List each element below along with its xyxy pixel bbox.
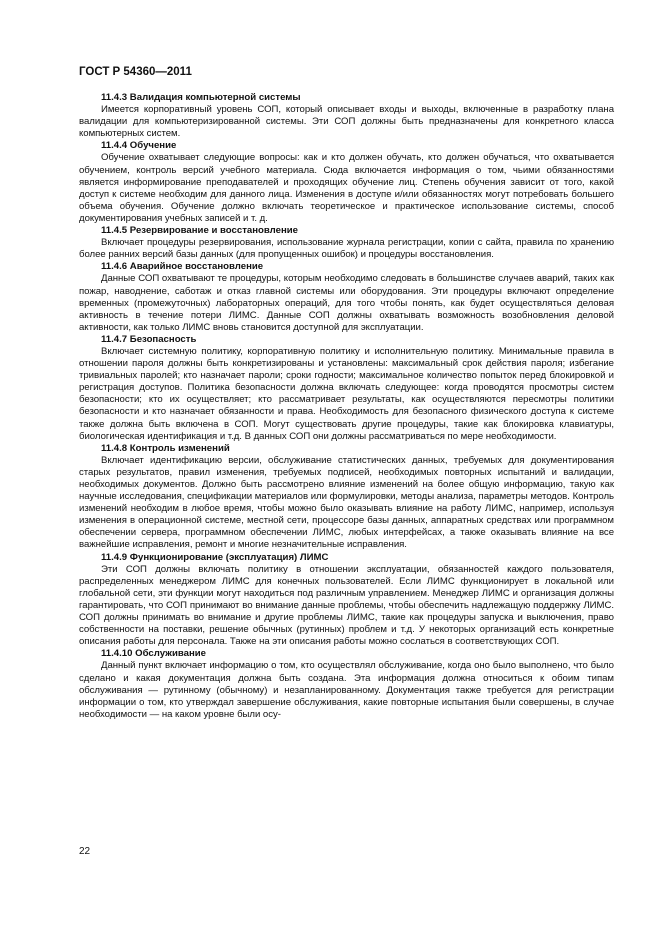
section-text: Включает процедуры резервирования, использование журнала регистрации, копии с сайта, правила по хранению более ранних версий базы данных (для пропущенных ошибок) и процедуры восстановления. bbox=[79, 237, 614, 261]
document-header: ГОСТ Р 54360—2011 bbox=[79, 66, 192, 78]
section-11-4-5 bbox=[79, 225, 614, 261]
section-title: 11.4.7 Безопасность bbox=[101, 333, 197, 345]
section-11-4-3 bbox=[79, 92, 614, 140]
section-title: 11.4.6 Аварийное восстановление bbox=[101, 261, 264, 273]
section-11-4-10 bbox=[79, 648, 614, 721]
section-11-4-6 bbox=[79, 261, 614, 334]
section-text: Включает системную политику, корпоративную политику и исполнительную политику. Минимальные правила в отношении пароля должны быть конкретизированы и установлены: максимальный срок действия пароля; избегание тривиальных паролей; кто назначает пароли; сроки годности; максимальное количество попыток перед блокировкой и регистрация доступов. Политика безопасности должна включать следующее: когда проводятся просмотры систем безопасности; кто их осуществляет; кто рассматривает результаты, как осуществляются пересмотры политики безопасности и кто назначает обязанности и права. Необходимость для безопасного физического доступа к системе также должна быть включена в СОП. Могут существовать другие процедуры, такие как блокировка клавиатуры, биологическая идентификация и т.д. В данных СОП они должны рассматриваться по мере необходимости. bbox=[79, 345, 614, 442]
section-text: Эти СОП должны включать политику в отношении эксплуатации, обязанностей каждого пользователя, распределенных менеджером ЛИМС для конечных пользователей. Если ЛИМС функционирует в локальной или глобальной сети, эти функции могут находиться под различным управлением. Менеджер ЛИМС и организация должны гарантировать, что СОП принимают во внимание данные проблемы, чтобы обеспечить надлежащую поддержку ЛИМС. СОП должны принимать во внимание и другие проблемы ЛИМС, такие как процедуры запуска и выключения, право собственности на поставки, решение обычных (рутинных) проблем и т.д. У некоторых организаций есть конкретные описания работы для персонала. Также на эти описания работы можно сослаться в соответствующих СОП. bbox=[79, 563, 614, 648]
section-text: Данные СОП охватывают те процедуры, которым необходимо следовать в большинстве случаев аварий, таких как пожар, наводнение, саботаж и отказ главной системы или оборудования. Эти процедуры включают определение временных (промежуточных) лабораторных операций, для того чтобы понять, как будет осуществляться деловая активность в течение потери ЛИМС. Данные СОП должны охватывать возможность возобновления деловой активности, как только ЛИМС вновь становится доступной для эксплуатации. bbox=[79, 273, 614, 333]
section-title: 11.4.3 Валидация компьютерной системы bbox=[101, 92, 301, 103]
section-11-4-8 bbox=[79, 443, 614, 552]
section-text: Данный пункт включает информацию о том, кто осуществлял обслуживание, когда оно было выполнено, что было сделано и какая документация должна быть создана. Эта информация должна относиться к обоим типам обслуживания — рутинному (обычному) и незапланированному. Документация также требуется для регистрации информации о том, кто утверждал завершение обслуживания, какие повторные испытания были совершены, в случае необходимости — на каком уровне были осу- bbox=[79, 660, 614, 720]
section-text: Имеется корпоративный уровень СОП, который описывает входы и выходы, включенные в разработку плана валидации для компьютеризированной системы. Эти СОП должны быть предназначены для конкретного класса компьютерных систем. bbox=[79, 104, 614, 140]
page-number: 22 bbox=[79, 846, 91, 857]
section-title: 11.4.8 Контроль изменений bbox=[101, 442, 230, 454]
section-text: Обучение охватывает следующие вопросы: как и кто должен обучать, кто должен обучаться, что охватывается обучением, контроль версий учебного материала. Сюда включается информация о том, чьими обязанностями является информирование преподавателей и проходящих обучение лиц. Степень обучения зависит от того, какой доступ к системе необходим для данного лица. Изменения в доступе и/или обязанностях могут потребовать большего объема обучения. Обучение должно включать теоретическое и практическое использование системы, способ документирования учебных записей и т. д. bbox=[79, 152, 614, 224]
section-text: Включает идентификацию версии, обслуживание статистических данных, требуемых для документирования старых результатов, правил изменения, требуемых подписей, необходимых повторных испытаний и валидации, необходимых документов. Должно быть рассмотрено влияние изменений на более общую информацию, такую как научные исследования, спецификации материалов или формулировки, методы анализа, параметры методов. Контроль изменений необходим в любое время, чтобы можно было оказывать влияние на работу ЛИМС, например, используя изменения в операционной системе, местной сети, процессоре базы данных, аппаратных средствах или программном обеспечении сервера, программном обеспечении ЛИМС, любых интерфейсах, а также оказывать влияние на все важнейшие исправления, ремонт и многие незначительные исправления. bbox=[79, 454, 614, 551]
document-page bbox=[79, 66, 614, 721]
section-11-4-9 bbox=[79, 552, 614, 649]
section-title: 11.4.5 Резервирование и восстановление bbox=[101, 225, 298, 237]
section-title: 11.4.9 Функционирование (эксплуатация) ЛИМС bbox=[101, 551, 329, 563]
section-title: 11.4.10 Обслуживание bbox=[101, 648, 206, 660]
section-11-4-4 bbox=[79, 140, 614, 225]
section-11-4-7 bbox=[79, 334, 614, 443]
section-title: 11.4.4 Обучение bbox=[101, 140, 177, 152]
